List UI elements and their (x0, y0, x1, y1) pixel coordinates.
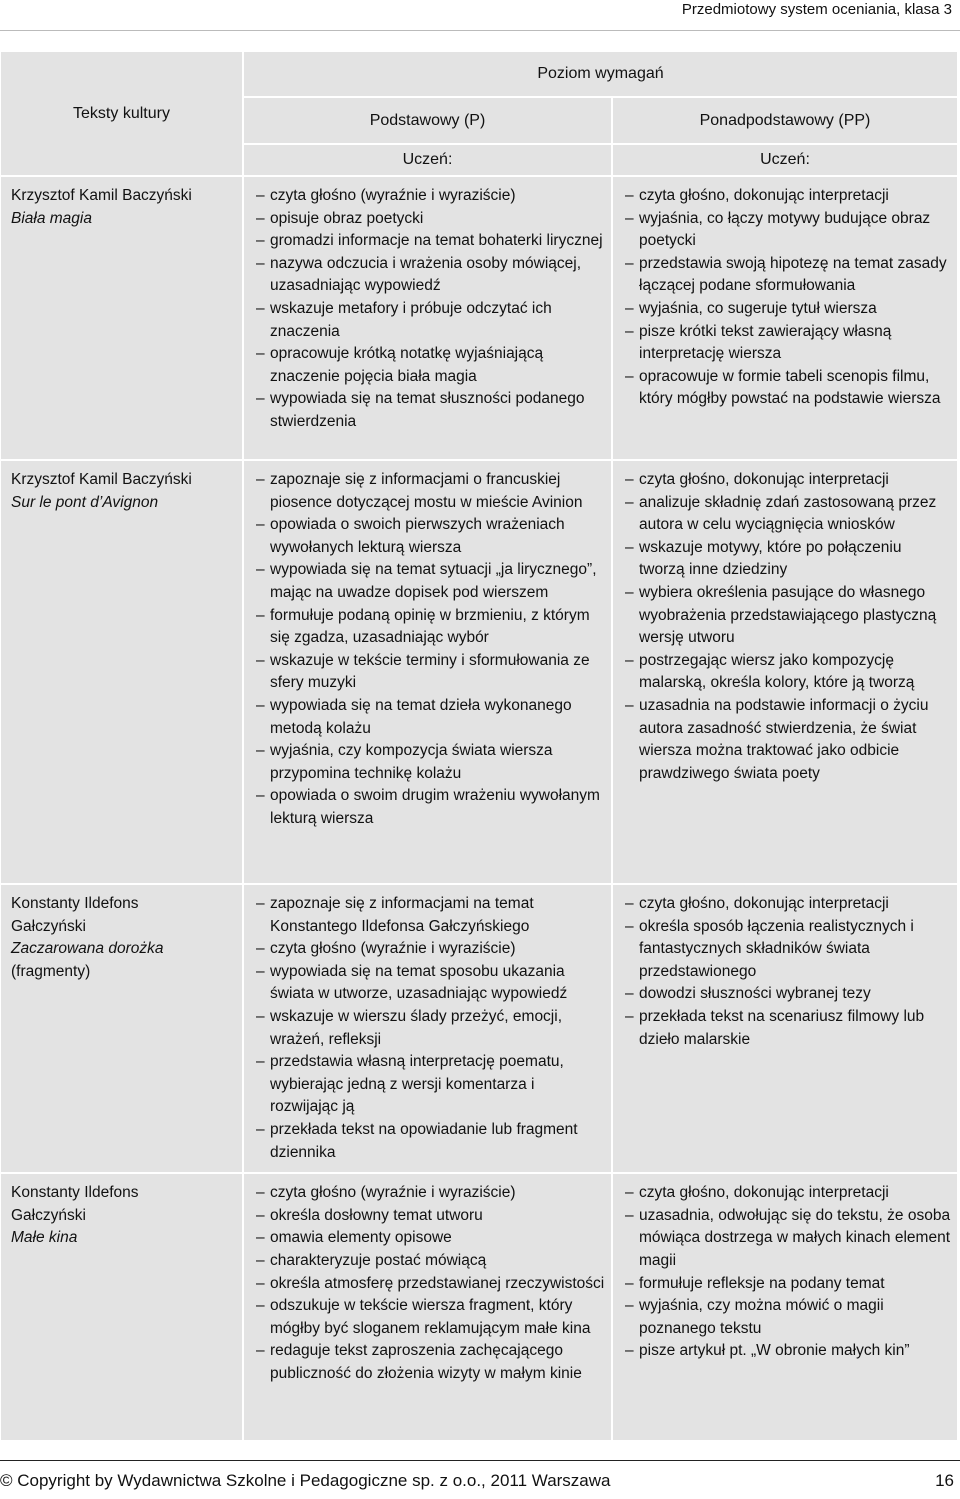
student-label-advanced: Uczeń: (760, 151, 810, 168)
list-item: – opowiada o swoim drugim wrażeniu wywołanym lekturą wiersza (258, 785, 605, 830)
list-item: – wypowiada się na temat sytuacji „ja lirycznego”, mając na uwadze dopisek pod wierszem (258, 559, 605, 604)
list-item: – czyta głośno, dokonując interpretacji (627, 893, 951, 916)
text-cell (1, 885, 244, 1174)
list-item: – wypowiada się na temat dzieła wykonanego metodą kolażu (258, 695, 605, 740)
list-item: – uzasadnia na podstawie informacji o życiu autora zasadność stwierdzenia, że świat wiersza można traktować jako odbicie prawdziwego świata poety (627, 695, 951, 785)
basic-requirements-cell (244, 885, 613, 1174)
list-item: – opisuje obraz poetycki (258, 208, 605, 231)
list-item: – wypowiada się na temat słuszności podanego stwierdzenia (258, 388, 605, 433)
list-item: – przekłada tekst na scenariusz filmowy lub dzieło malarskie (627, 1006, 951, 1051)
header-rule (0, 30, 960, 31)
text-cell (1, 1174, 244, 1442)
footer (0, 1470, 956, 1492)
advanced-requirements-cell (613, 461, 957, 885)
advanced-header-cell (613, 98, 957, 145)
list-item: – wskazuje w tekście terminy i sformułowania ze sfery muzyki (258, 650, 605, 695)
table-row (1, 1174, 957, 1442)
list-item: – wybiera określenia pasujące do własnego wyobrażenia przedstawiającego plastyczną wersję utworu (627, 582, 951, 650)
list-item: – wskazuje motywy, które po połączeniu tworzą inne dziedziny (627, 537, 951, 582)
advanced-requirements-cell (613, 885, 957, 1174)
basic-requirements-list (244, 885, 611, 1172)
list-item: – przedstawia własną interpretację poematu, wybierając jedną z wersji komentarza i rozwijając ją (258, 1051, 605, 1119)
list-item: – nazywa odczucia i wrażenia osoby mówiącej, uzasadniając wypowiedź (258, 253, 605, 298)
advanced-requirements-list (613, 885, 957, 1059)
list-item: – odszukuje w tekście wiersza fragment, który mógłby być sloganem reklamującym małe kina (258, 1295, 605, 1340)
texts-header-cell (1, 52, 244, 177)
list-item: – opracowuje krótką notatkę wyjaśniającą znaczenie pojęcia biała magia (258, 343, 605, 388)
work-title: Sur le pont d’Avignon (11, 493, 159, 511)
basic-requirements-list (244, 461, 611, 839)
running-header: Przedmiotowy system oceniania, klasa 3 (681, 1, 952, 18)
author-line: Krzysztof Kamil Baczyński (11, 187, 192, 204)
list-item: – pisze krótki tekst zawierający własną interpretację wiersza (627, 321, 951, 366)
author-line: Gałczyński (11, 1206, 86, 1224)
text-cell (1, 177, 244, 461)
list-item: – gromadzi informacje na temat bohaterki lirycznej (258, 230, 605, 253)
advanced-requirements-list (613, 1174, 957, 1371)
basic-header-cell (244, 98, 613, 145)
author-line: Konstanty Ildefons (11, 895, 139, 912)
author-line: Gałczyński (11, 917, 86, 935)
list-item: – opracowuje w formie tabeli scenopis filmu, który mógłby powstać na podstawie wiersza (627, 366, 951, 411)
list-item: – charakteryzuje postać mówiącą (258, 1250, 605, 1273)
basic-requirements-cell (244, 177, 613, 461)
list-item: – opowiada o swoich pierwszych wrażeniach wywołanych lekturą wiersza (258, 514, 605, 559)
list-item: – czyta głośno (wyraźnie i wyraziście) (258, 1182, 605, 1205)
list-item: – uzasadnia, odwołując się do tekstu, że osoba mówiąca dostrzega w małych kinach element magii (627, 1205, 951, 1273)
work-title: Biała magia (11, 209, 92, 227)
list-item: – wskazuje w wierszu ślady przeżyć, emocji, wrażeń, refleksji (258, 1006, 605, 1051)
list-item: – zapoznaje się z informacjami na temat Konstantego Ildefonsa Gałczyńskiego (258, 893, 605, 938)
requirements-table (1, 52, 957, 1442)
list-item: – analizuje składnię zdań zastosowaną przez autora w celu wyciągnięcia wniosków (627, 492, 951, 537)
list-item: – formułuje podaną opinię w brzmieniu, z którym się zgadza, uzasadniając wybór (258, 605, 605, 650)
list-item: – przedstawia swoją hipotezę na temat zasady łączącej podane sformułowania (627, 253, 951, 298)
advanced-requirements-list (613, 177, 957, 419)
table-row (1, 461, 957, 885)
work-note: (fragmenty) (11, 962, 91, 980)
table-row (1, 885, 957, 1174)
work-title: Zaczarowana dorożka (11, 940, 164, 958)
list-item: – dowodzi słuszności wybranej tezy (627, 983, 951, 1006)
basic-requirements-cell (244, 1174, 613, 1442)
list-item: – czyta głośno, dokonując interpretacji (627, 1182, 951, 1205)
list-item: – czyta głośno (wyraźnie i wyraziście) (258, 185, 605, 208)
student-label-basic-cell (244, 145, 613, 177)
list-item: – czyta głośno, dokonując interpretacji (627, 185, 951, 208)
list-item: – postrzegając wiersz jako kompozycję malarską, określa kolory, które ją tworzą (627, 650, 951, 695)
basic-requirements-list (244, 177, 611, 442)
student-label-advanced-cell (613, 145, 957, 177)
advanced-requirements-cell (613, 177, 957, 461)
list-item: – wyjaśnia, co łączy motywy budujące obraz poetycki (627, 208, 951, 253)
list-item: – wyjaśnia, co sugeruje tytuł wiersza (627, 298, 951, 321)
author-line: Konstanty Ildefons (11, 1184, 139, 1202)
copyright-text: © Copyright by Wydawnictwa Szkolne i Pedagogiczne sp. z o.o., 2011 Warszawa (0, 1471, 611, 1490)
list-item: – omawia elementy opisowe (258, 1227, 605, 1250)
work-title: Małe kina (11, 1229, 78, 1247)
author-line: Krzysztof Kamil Baczyński (11, 471, 192, 488)
page-number: 16 (935, 1471, 954, 1490)
texts-header: Teksty kultury (73, 104, 170, 122)
basic-requirements-list (244, 1174, 611, 1393)
advanced-header: Ponadpodstawowy (PP) (699, 111, 871, 129)
list-item: – wyjaśnia, czy kompozycja świata wiersza przypomina technikę kolażu (258, 740, 605, 785)
advanced-requirements-list (613, 461, 957, 793)
level-header: Poziom wymagań (537, 65, 664, 82)
list-item: – czyta głośno (wyraźnie i wyraziście) (258, 938, 605, 961)
basic-requirements-cell (244, 461, 613, 885)
list-item: – wskazuje metafory i próbuje odczytać ich znaczenia (258, 298, 605, 343)
list-item: – określa dosłowny temat utworu (258, 1205, 605, 1228)
list-item: – pisze artykuł pt. „W obronie małych kin” (627, 1340, 951, 1363)
list-item: – określa atmosferę przedstawianej rzeczywistości (258, 1273, 605, 1296)
list-item: – redaguje tekst zaproszenia zachęcającego publiczność do złożenia wizyty w małym kinie (258, 1340, 605, 1385)
level-header-cell (244, 52, 957, 98)
basic-header: Podstawowy (P) (369, 111, 486, 129)
list-item: – czyta głośno, dokonując interpretacji (627, 469, 951, 492)
list-item: – określa sposób łączenia realistycznych i fantastycznych składników świata przedstawionego (627, 916, 951, 984)
list-item: – zapoznaje się z informacjami o francuskiej piosence dotyczącej mostu w mieście Avinion (258, 469, 605, 514)
advanced-requirements-cell (613, 1174, 957, 1442)
list-item: – przekłada tekst na opowiadanie lub fragment dziennika (258, 1119, 605, 1164)
student-label-basic: Uczeń: (402, 151, 453, 168)
list-item: – wypowiada się na temat sposobu ukazania świata w utworze, uzasadniając wypowiedź (258, 961, 605, 1006)
list-item: – wyjaśnia, czy można mówić o magii poznanego tekstu (627, 1295, 951, 1340)
footer-rule (0, 1460, 960, 1461)
list-item: – formułuje refleksje na podany temat (627, 1273, 951, 1296)
table-row (1, 177, 957, 461)
text-cell (1, 461, 244, 885)
